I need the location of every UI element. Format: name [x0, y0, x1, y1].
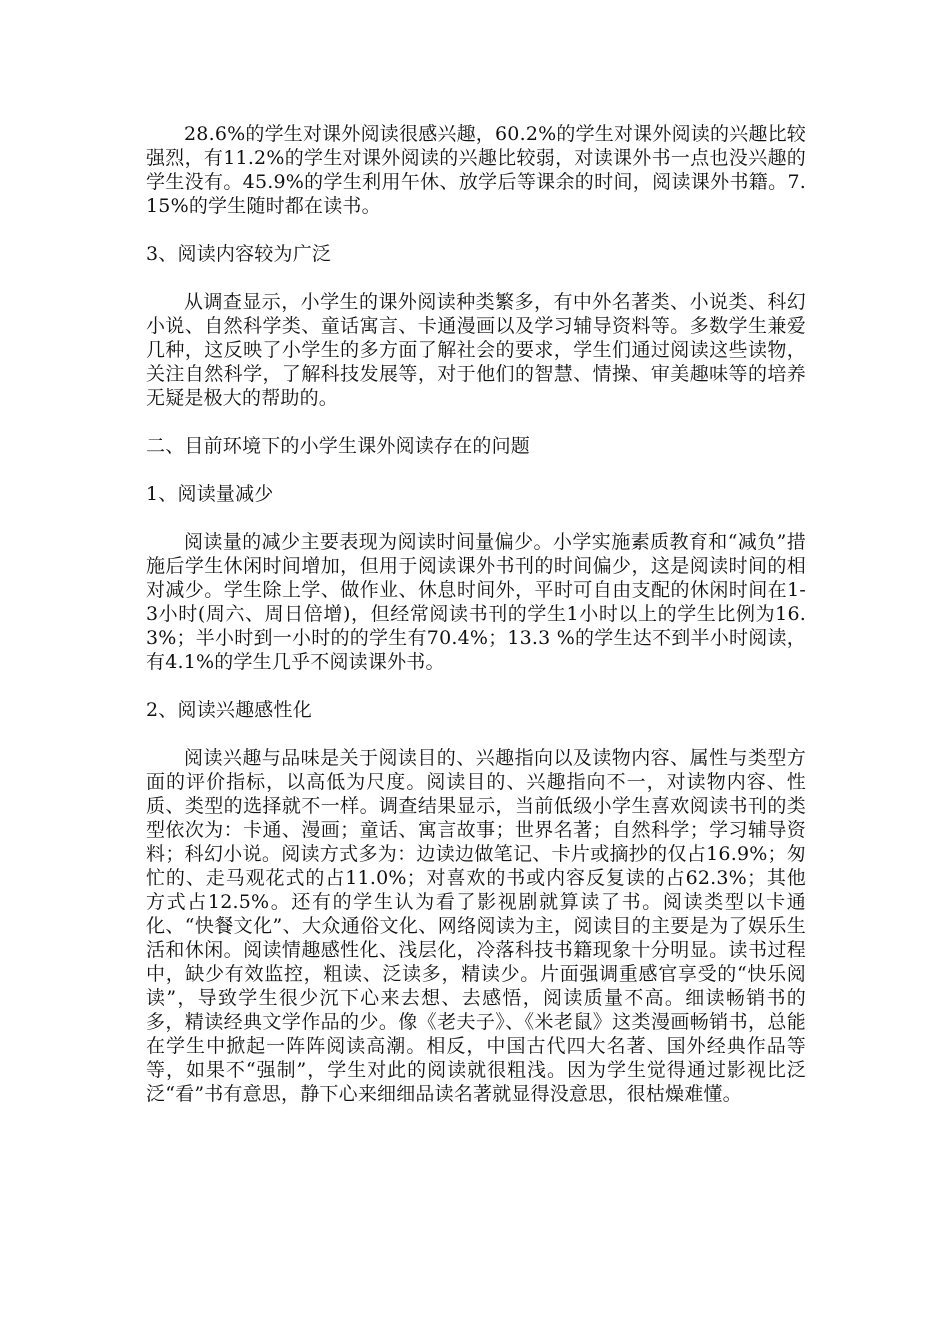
spacer [146, 506, 806, 530]
spacer [146, 674, 806, 698]
paragraph-reading-taste: 阅读兴趣与品味是关于阅读目的、兴趣指向以及读物内容、属性与类型方面的评价指标，以高低为尺度。阅读目的、兴趣指向不一，对读物内容、性质、类型的选择就不一样。调查结果显示，当前低级小学生喜欢阅读书刊的类型依次为：卡通、漫画；童话、寓言故事；世界名著；自然科学；学习辅导资料；科幻小说。阅读方式多为：边读边做笔记、卡片或摘抄的仅占16.9%；匆忙的、走马观花式的占11.0%；对喜欢的书或内容反复读的占62.3%；其他方式占12.5%。还有的学生认为看了影视剧就算读了书。阅读类型以卡通化、“快餐文化”、大众通俗文化、网络阅读为主，阅读目的主要是为了娱乐生活和休闲。阅读情趣感性化、浅层化，冷落科技书籍现象十分明显。读书过程中，缺少有效监控，粗读、泛读多，精读少。片面强调重感官享受的“快乐阅读”，导致学生很少沉下心来去想、去感悟，阅读质量不高。细读畅销书的多，精读经典文学作品的少。像《老夫子》、《米老鼠》这类漫画畅销书，总能在学生中掀起一阵阵阅读高潮。相反，中国古代四大名著、国外经典作品等等，如果不“强制”，学生对此的阅读就很粗浅。因为学生觉得通过影视比泛泛“看”书有意思，静下心来细细品读名著就显得没意思，很枯燥难懂。 [146, 747, 806, 1105]
document-body [146, 122, 806, 1106]
paragraph-reading-time: 阅读量的减少主要表现为阅读时间量偏少。小学实施素质教育和“减负”措施后学生休闲时间增加，但用于阅读课外书刊的时间偏少，这是阅读时间的相对减少。学生除上学、做作业、休息时间外，平时可自由支配的休闲时间在1-3小时(周六、周日倍增)，但经常阅读书刊的学生1小时以上的学生比例为16.3%；半小时到一小时的的学生有70.4%；13.3 %的学生达不到半小时阅读，有4.1%的学生几乎不阅读课外书。 [146, 531, 806, 673]
spacer [146, 410, 806, 434]
heading-reading-decrease: 1、阅读量减少 [146, 483, 274, 505]
spacer [146, 218, 806, 242]
heading-reading-interest: 2、阅读兴趣感性化 [146, 699, 312, 721]
spacer [146, 458, 806, 482]
spacer [146, 266, 806, 290]
heading-section-two: 二、目前环境下的小学生课外阅读存在的问题 [146, 435, 531, 457]
paragraph-interest-stats: 28.6%的学生对课外阅读很感兴趣，60.2%的学生对课外阅读的兴趣比较强烈，有11.2%的学生对课外阅读的兴趣比较弱，对读课外书一点也没兴趣的学生没有。45.9%的学生利用午休、放学后等课余的时间，阅读课外书籍。7.15%的学生随时都在读书。 [146, 123, 806, 217]
heading-reading-content: 3、阅读内容较为广泛 [146, 243, 332, 265]
spacer [146, 722, 806, 746]
paragraph-reading-variety: 从调查显示，小学生的课外阅读种类繁多，有中外名著类、小说类、科幻小说、自然科学类、童话寓言、卡通漫画以及学习辅导资料等。多数学生兼爱几种，这反映了小学生的多方面了解社会的要求，学生们通过阅读这些读物，关注自然科学，了解科技发展等，对于他们的智慧、情操、审美趣味等的培养无疑是极大的帮助的。 [146, 291, 806, 409]
